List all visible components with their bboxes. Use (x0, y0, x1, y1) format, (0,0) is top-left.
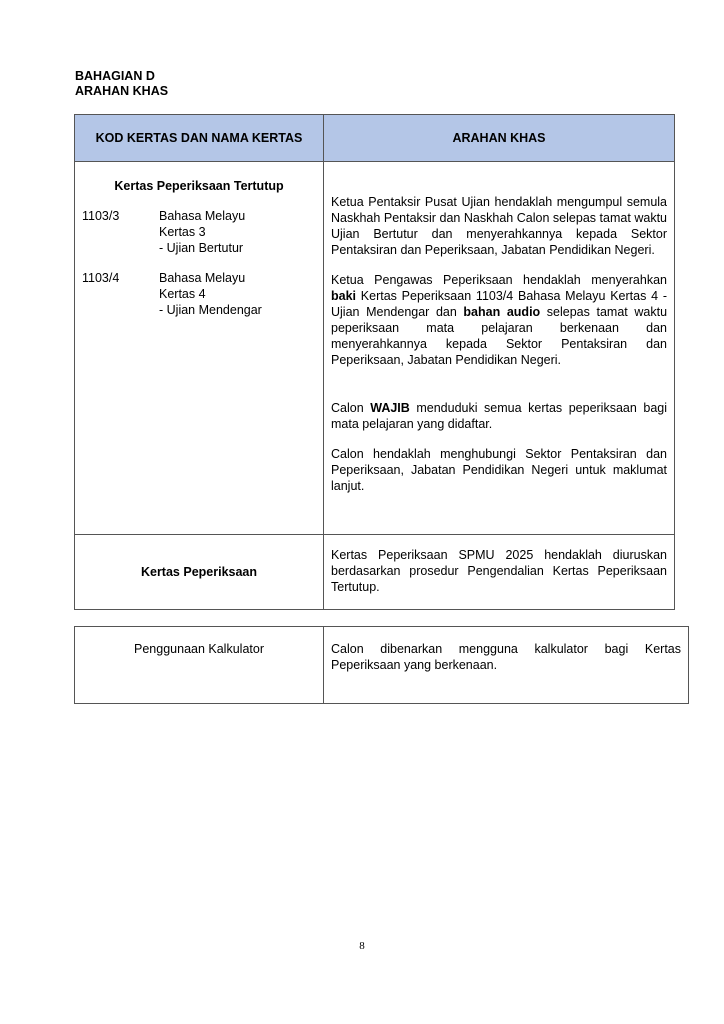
emphasis-text: baki (331, 289, 357, 303)
page-number: 8 (359, 940, 365, 952)
paper-name (159, 208, 245, 256)
paper-name-line: Bahasa Melayu (159, 271, 246, 285)
paper-row (82, 270, 323, 318)
instruction-paragraph (331, 272, 667, 368)
col-header-instructions: ARAHAN KHAS (324, 115, 675, 162)
emphasis-text: WAJIB (370, 401, 410, 415)
instructions-table (74, 114, 675, 610)
instruction-paragraph: Calon hendaklah menghubungi Sektor Pentaksiran dan Peperiksaan, Jabatan Pendidikan Negeri untuk maklumat lanjut. (331, 447, 667, 493)
instructions-cell (324, 162, 675, 535)
section-title: Kertas Peperiksaan Tertutup (114, 179, 284, 193)
text-run: menduduki semua kertas peperiksaan bagi mata pelajaran yang didaftar. (331, 401, 667, 431)
papers-cell (75, 162, 324, 535)
heading-title: ARAHAN KHAS (75, 84, 169, 98)
row-label: Kertas Peperiksaan (75, 535, 324, 610)
text-run: Kertas Peperiksaan 1103/4 Bahasa Melayu Kertas 4 - Ujian Mendengar dan (331, 289, 667, 319)
text-run: selepas tamat waktu peperiksaan mata pelajaran berkenaan dan menyerahkannya kepada Sektor Pentaksiran dan Peperiksaan, Jabatan Pendidikan Negeri. (331, 305, 668, 367)
emphasis-text: bahan audio (463, 305, 541, 319)
paper-name-line: - Ujian Mendengar (159, 303, 262, 317)
paper-name (159, 270, 262, 318)
row-text: Calon dibenarkan mengguna kalkulator bagi Kertas Peperiksaan yang berkenaan. (324, 627, 689, 704)
heading-part: BAHAGIAN D (75, 69, 155, 83)
row-text: Kertas Peperiksaan SPMU 2025 hendaklah diuruskan berdasarkan prosedur Pengendalian Kertas Peperiksaan Tertutup. (324, 535, 675, 610)
section-heading (75, 69, 168, 99)
instruction-paragraph: Ketua Pentaksir Pusat Ujian hendaklah mengumpul semula Naskhah Pentaksir dan Naskhah Calon selepas tamat waktu Ujian Bertutur dan menyerahkannya kepada Sektor Pentaksiran dan Peperiksaan, Jabatan Pendidikan Negeri. (331, 195, 667, 257)
col-header-paper: KOD KERTAS DAN NAMA KERTAS (75, 115, 324, 162)
instruction-paragraph (331, 400, 667, 432)
paper-name-line: Kertas 4 (159, 287, 206, 301)
table-header-row (75, 115, 675, 162)
calculator-table (74, 626, 689, 704)
row-label: Penggunaan Kalkulator (75, 627, 324, 704)
text-run: Calon (331, 401, 371, 415)
paper-name-line: Bahasa Melayu (159, 209, 246, 223)
paper-code: 1103/4 (82, 271, 120, 285)
paper-row (82, 208, 323, 256)
table-row (75, 627, 689, 704)
table-row (75, 162, 675, 535)
paper-name-line: Kertas 3 (159, 225, 206, 239)
table-row (75, 535, 675, 610)
paper-name-line: - Ujian Bertutur (159, 241, 244, 255)
paper-code: 1103/3 (82, 209, 120, 223)
text-run: Ketua Pengawas Peperiksaan hendaklah menyerahkan (331, 273, 667, 287)
